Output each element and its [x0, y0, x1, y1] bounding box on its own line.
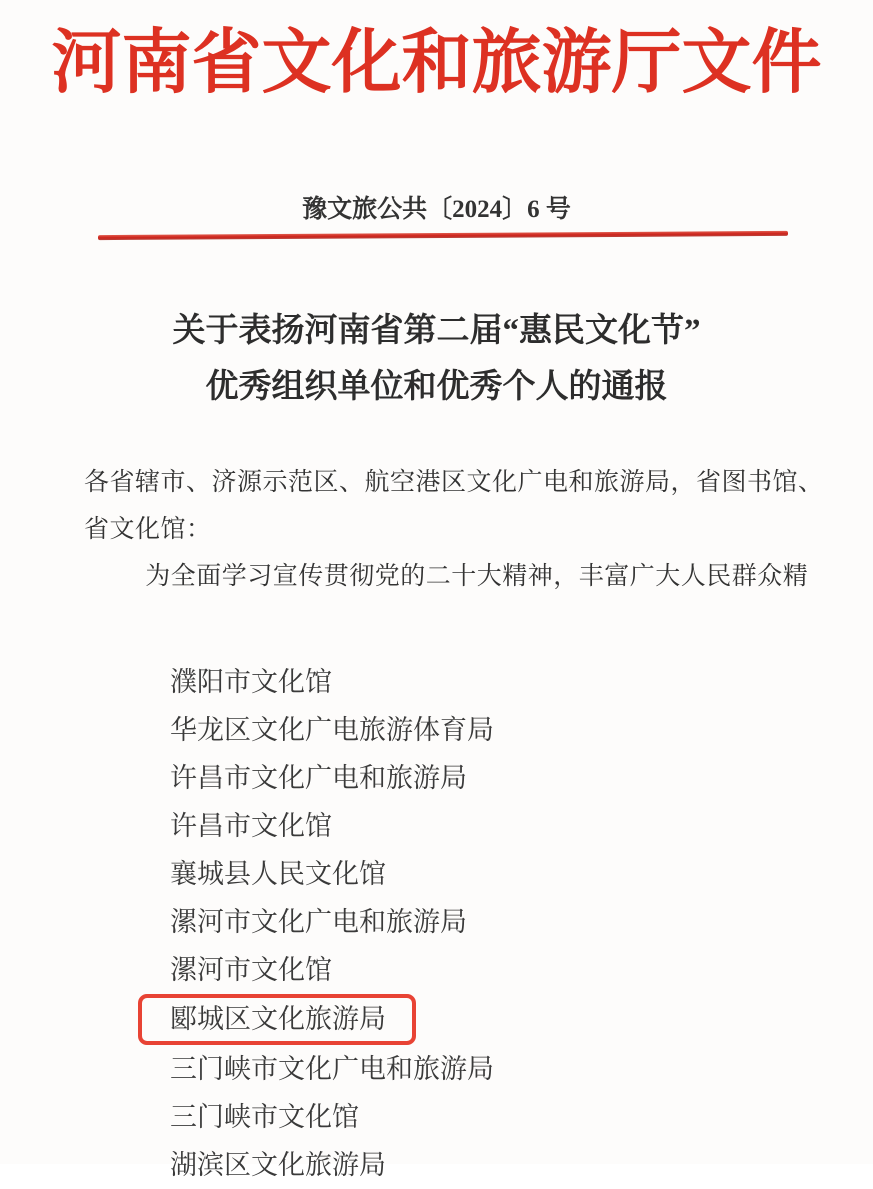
document-title-line2: 优秀组织单位和优秀个人的通报 [205, 369, 668, 405]
org-list-item: 漯河市文化馆 [170, 955, 332, 985]
red-divider-line [98, 231, 788, 240]
salutation-line2: 省文化馆： [84, 516, 212, 543]
document-title-line1: 关于表扬河南省第二届“惠民文化节” [172, 313, 701, 349]
document-body [84, 459, 824, 600]
org-list [170, 658, 494, 1189]
document-number: 豫文旅公共〔2024〕6 号 [302, 196, 571, 223]
highlight-box: 郾城区文化旅游局 [138, 994, 416, 1045]
salutation-line1: 各省辖市、济源示范区、航空港区文化广电和旅游局，省图书馆、 [84, 469, 824, 496]
document-title [0, 303, 873, 415]
body-paragraph: 为全面学习宣传贯彻党的二十大精神，丰富广大人民群众精 [145, 563, 809, 590]
org-list-item: 许昌市文化广电和旅游局 [170, 763, 467, 793]
org-list-item: 许昌市文化馆 [170, 811, 332, 841]
org-list-item-highlighted [170, 994, 494, 1045]
org-list-item: 湖滨区文化旅游局 [170, 1150, 386, 1180]
document-header-title: 河南省文化和旅游厅文件 [51, 25, 822, 102]
org-list-item: 漯河市文化广电和旅游局 [170, 907, 467, 937]
org-list-item: 华龙区文化广电旅游体育局 [170, 715, 494, 745]
org-list-item: 三门峡市文化广电和旅游局 [170, 1054, 494, 1084]
org-list-item: 三门峡市文化馆 [170, 1102, 359, 1132]
org-list-item: 襄城县人民文化馆 [170, 859, 386, 889]
org-list-item: 濮阳市文化馆 [170, 667, 332, 697]
